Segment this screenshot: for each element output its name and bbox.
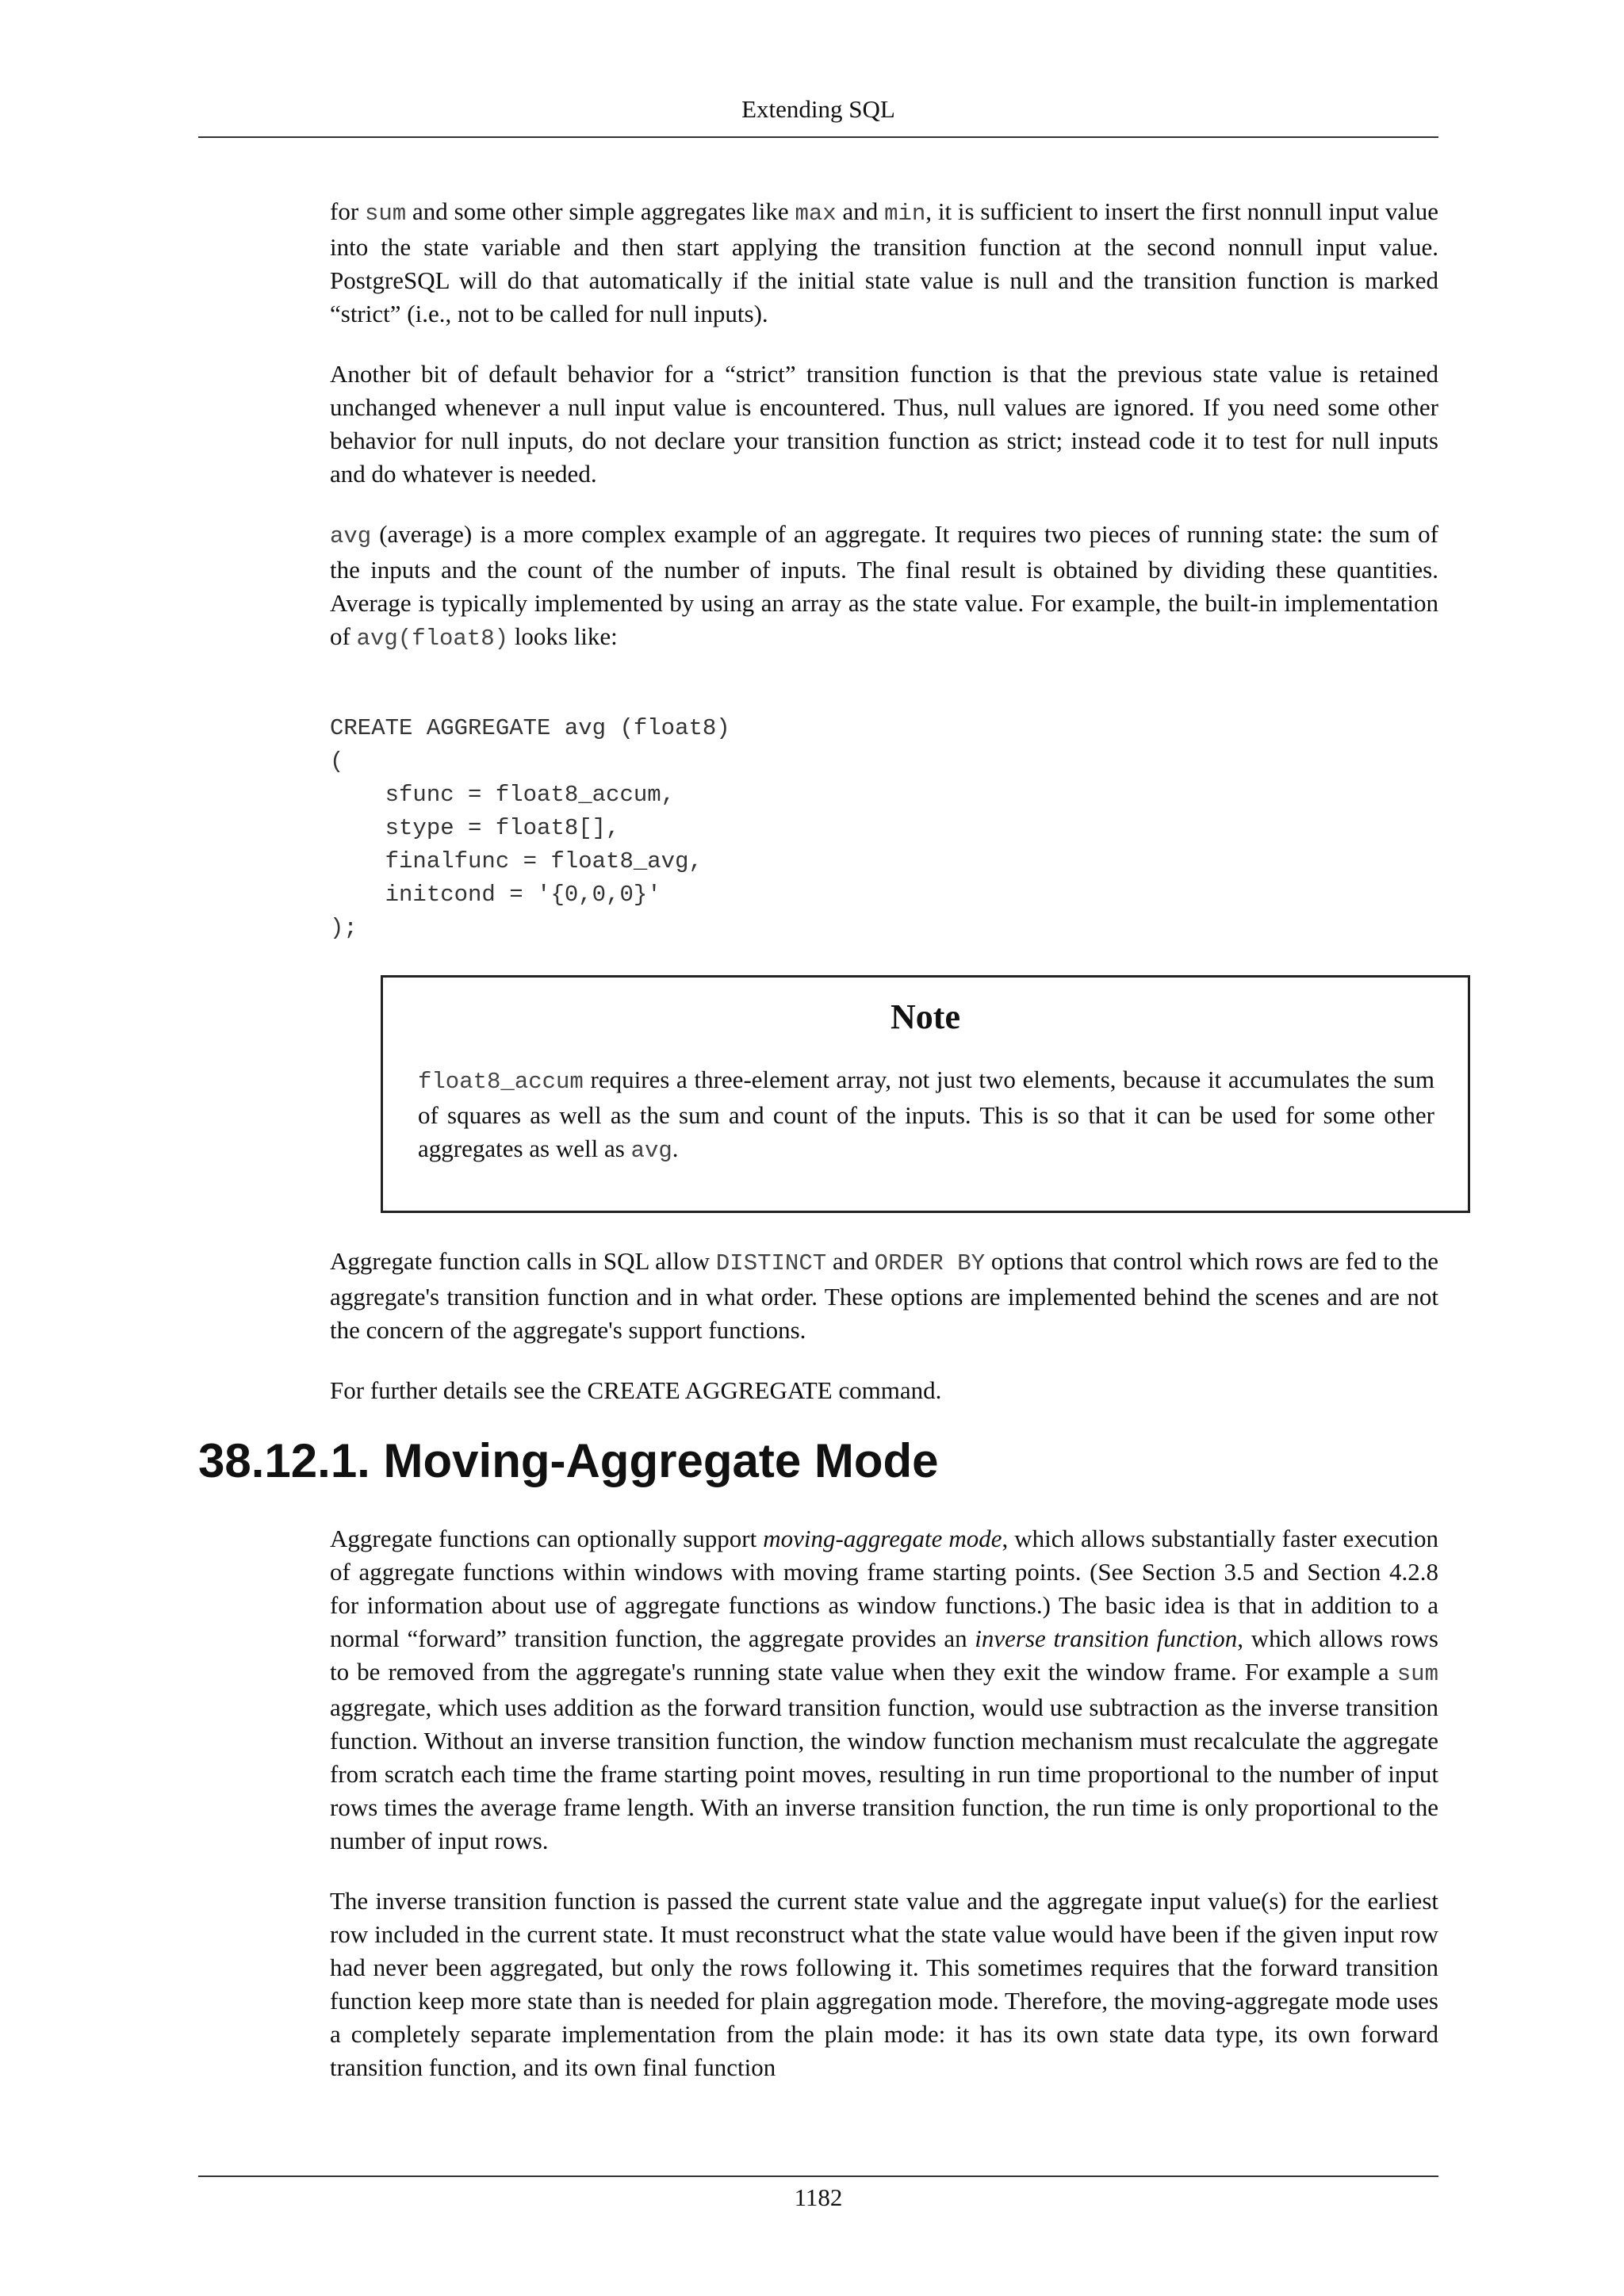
paragraph-inverse-transition: The inverse transition function is passed the current state value and the aggregate input value(s) for the earliest row included in the current state. It must reconstruct what the state value would have been if the given input row had never been aggregated, but only the rows following it. This sometimes requires that the forward transition function keep more state than is needed for plain aggregation mode. Therefore, the moving-aggregate mode uses a completely separate implementation from the plain mode: it has its own state data type, its own forward transition function, and its own final function — [330, 1887, 1438, 2081]
text-run: looks like: — [508, 622, 618, 650]
text-run: and — [826, 1247, 875, 1275]
code-avg: avg — [630, 1138, 672, 1164]
code-float8-accum: float8_accum — [418, 1069, 584, 1095]
text-run: (average) is a more complex example of an aggregate. It requires two pieces of running state: the sum of the inputs and the count of the number of inputs. The final result is obtained by dividing these quantities. Average is typically implemented by using an array as the state value. For example, the built-in implementation of — [330, 520, 1438, 650]
emphasis-moving-aggregate-mode: moving-aggregate mode — [763, 1525, 1002, 1552]
section-heading: 38.12.1. Moving-Aggregate Mode — [198, 1434, 939, 1487]
header-rule — [198, 136, 1438, 138]
paragraph-distinct-order — [330, 1245, 1438, 1347]
emphasis-inverse-transition-function: inverse transition function — [975, 1624, 1238, 1652]
paragraph-avg — [330, 518, 1438, 656]
text-run: aggregate, which uses addition as the forward transition function, would use subtraction as the inverse transition function. Without an inverse transition function, the window function mechanism must recalculate the aggregate from scratch each time the frame starting point moves, resulting in run time proportional to the number of input rows times the average frame length. With an inverse transition function, the run time is only proportional to the number of input rows. — [330, 1693, 1438, 1854]
footer-rule — [198, 2175, 1438, 2177]
text-run: , which allows rows to be removed from the aggregate's running state value when they exit the window frame. For example a — [330, 1624, 1438, 1686]
page-header: Extending SQL — [741, 95, 895, 123]
paragraph-further-details: For further details see the CREATE AGGREGATE command. — [330, 1376, 942, 1404]
code-block-create-aggregate: CREATE AGGREGATE avg (float8) ( sfunc = float8_accum, stype = float8[], finalfunc = float8_avg, initcond = '{0,0,0}' ); — [330, 715, 730, 941]
text-run: Aggregate function calls in SQL allow — [330, 1247, 716, 1275]
code-avg-float8: avg(float8) — [356, 626, 509, 652]
after-note-text — [330, 1245, 1438, 1434]
text-run: , which allows substantially faster execution of aggregate functions within windows with moving frame starting points. (See Section 3.5 and Section 4.2.8 for information about use of aggregate functions as window functions.) The basic idea is that in addition to a normal “forward” transition function, the aggregate provides an — [330, 1525, 1438, 1652]
note-title: Note — [891, 997, 960, 1036]
page-number: 1182 — [794, 2183, 843, 2211]
text-run: options that control which rows are fed to the aggregate's transition function and in what order. These options are implemented behind the scenes and are not the concern of the aggregate's support functions. — [330, 1247, 1438, 1344]
intro-text — [330, 195, 1438, 683]
note-box — [381, 975, 1470, 1213]
code-sum: sum — [364, 201, 407, 227]
code-max: max — [795, 201, 837, 227]
paragraph-strict-init — [330, 195, 1438, 331]
code-order-by: ORDER BY — [874, 1250, 986, 1276]
section-body — [330, 1522, 1438, 2084]
text-run: requires a three-element array, not just two elements, because it accumulates the sum of squares as well as the sum and count of the inputs. This is so that it can be used for some other aggregates as well as — [418, 1066, 1434, 1162]
text-run: and — [836, 197, 885, 225]
text-run: Aggregate functions can optionally support — [330, 1525, 764, 1552]
text-run: , it is sufficient to insert the first nonnull input value into the state variable and then start applying the transition function at the second nonnull input value. PostgreSQL will do that automatically if the initial state value is null and the transition function is marked “strict” (i.e., not to be called for null inputs). — [330, 197, 1438, 327]
code-min: min — [884, 201, 926, 227]
text-run: for — [330, 197, 365, 225]
text-run: . — [672, 1135, 679, 1162]
code-avg: avg — [330, 523, 372, 549]
paragraph-moving-aggregate — [330, 1522, 1438, 1858]
paragraph-strict-nulls: Another bit of default behavior for a “strict” transition function is that the previous state value is retained unchanged whenever a null input value is encountered. Thus, null values are ignored. If you need some other behavior for null inputs, do not declare your transition function as strict; instead code it to test for null inputs and do whatever is needed. — [330, 360, 1438, 488]
code-sum: sum — [1396, 1661, 1438, 1687]
note-body — [418, 1063, 1434, 1168]
code-distinct: DISTINCT — [715, 1250, 827, 1276]
text-run: and some other simple aggregates like — [406, 197, 795, 225]
